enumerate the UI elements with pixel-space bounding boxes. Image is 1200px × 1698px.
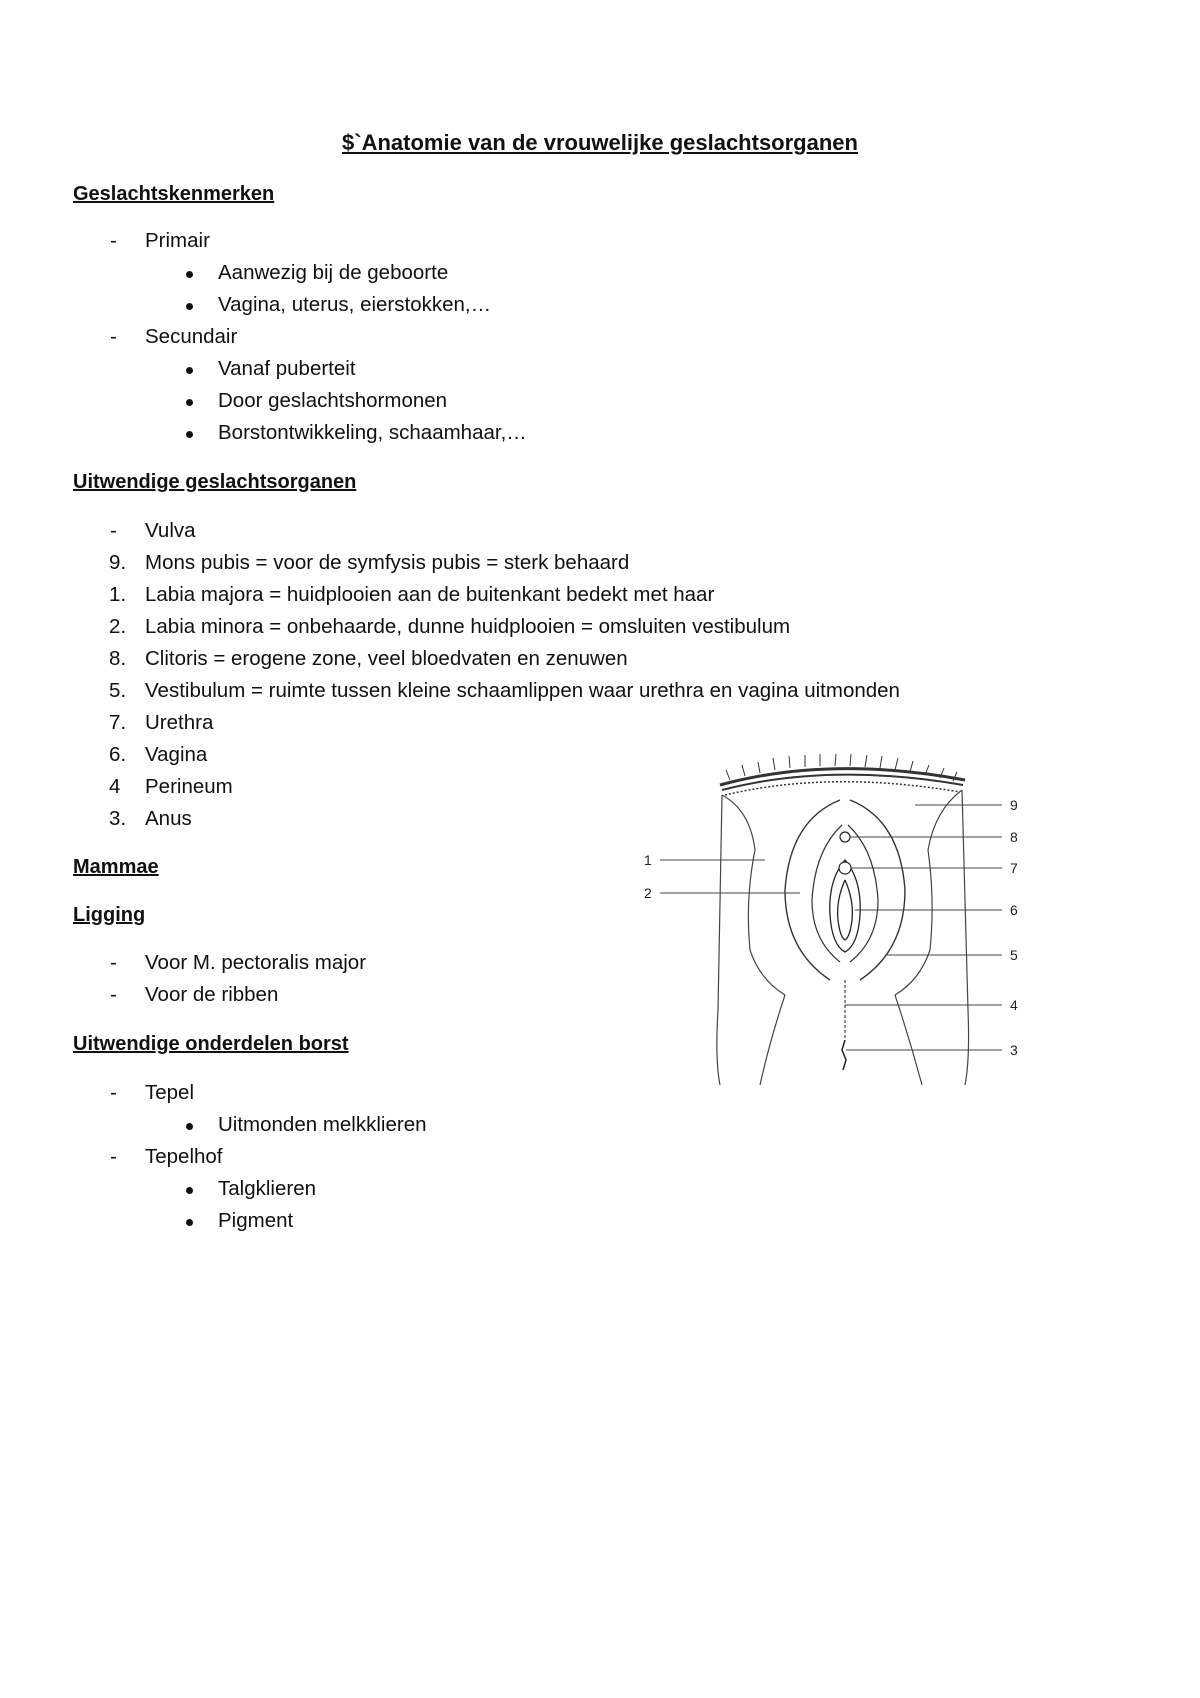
bullet-icon [186, 1123, 193, 1130]
bullet-icon [186, 303, 193, 310]
number-marker: 3. [109, 807, 127, 830]
bullet-icon [186, 399, 193, 406]
bullet-icon [186, 1187, 193, 1194]
heading-geslachtskenmerken: Geslachtskenmerken [73, 183, 275, 205]
list-item-text: Pigment [218, 1209, 294, 1232]
list-item-text: Labia majora = huidplooien aan de buitenkant bedekt met haar [145, 583, 715, 606]
bullet-icon [186, 271, 193, 278]
number-marker: 4 [109, 775, 121, 798]
dash-marker: - [110, 1145, 117, 1168]
dash-marker: - [110, 951, 117, 974]
list-item-text: Mons pubis = voor de symfysis pubis = sterk behaard [145, 551, 630, 574]
list-item-text: Vanaf puberteit [218, 357, 356, 380]
figure-label-7: 7 [1010, 860, 1018, 876]
number-marker: 5. [109, 679, 127, 702]
document-title: $`Anatomie van de vrouwelijke geslachtsorganen [342, 130, 858, 155]
dash-marker: - [110, 1081, 117, 1104]
dash-marker: - [110, 519, 117, 542]
number-marker: 8. [109, 647, 127, 670]
list-item-text: Voor de ribben [145, 983, 279, 1006]
list-item-text: Door geslachtshormonen [218, 389, 448, 412]
list-item-text: Secundair [145, 325, 238, 348]
list-item-text: Aanwezig bij de geboorte [218, 261, 449, 284]
list-item-text: Tepelhof [145, 1145, 223, 1168]
number-marker: 1. [109, 583, 127, 606]
bullet-icon [186, 1219, 193, 1226]
heading-uitwendige-geslachtsorganen: Uitwendige geslachtsorganen [73, 471, 357, 493]
dash-marker: - [110, 229, 117, 252]
dash-marker: - [110, 983, 117, 1006]
figure-label-9: 9 [1010, 797, 1018, 813]
list-item-text: Labia minora = onbehaarde, dunne huidplooien = omsluiten vestibulum [145, 615, 791, 638]
dash-marker: - [110, 325, 117, 348]
list-item-text: Vagina, uterus, eierstokken,… [218, 293, 492, 316]
figure-label-3: 3 [1010, 1042, 1018, 1058]
number-marker: 2. [109, 615, 127, 638]
list-item-text: Tepel [145, 1081, 195, 1104]
figure-label-4: 4 [1010, 997, 1018, 1013]
heading-mammae: Mammae [73, 856, 159, 878]
figure-label-5: 5 [1010, 947, 1018, 963]
list-item-text: Borstontwikkeling, schaamhaar,… [218, 421, 527, 444]
list-item-text: Perineum [145, 775, 233, 798]
labia-minora [812, 825, 878, 962]
bullet-icon [186, 367, 193, 374]
list-item-text: Primair [145, 229, 210, 252]
list-item-text: Uitmonden melkklieren [218, 1113, 427, 1136]
number-marker: 6. [109, 743, 127, 766]
number-marker: 9. [109, 551, 127, 574]
list-item-text: Vagina [145, 743, 208, 766]
list-item-text: Voor M. pectoralis major [145, 951, 367, 974]
pubic-hair [720, 754, 965, 795]
list-item-text: Clitoris = erogene zone, veel bloedvaten en zenuwen [145, 647, 628, 670]
figure-label-6: 6 [1010, 902, 1018, 918]
labia-majora [785, 800, 905, 980]
list-item-text: Talgklieren [218, 1177, 316, 1200]
urethra [839, 862, 851, 874]
number-marker: 7. [109, 711, 127, 734]
bullet-icon [186, 431, 193, 438]
list-item-text: Urethra [145, 711, 214, 734]
anus [842, 1040, 846, 1070]
list-item-text: Vestibulum = ruimte tussen kleine schaamlippen waar urethra en vagina uitmonden [145, 679, 900, 702]
list-item-text: Vulva [145, 519, 196, 542]
figure-label-8: 8 [1010, 829, 1018, 845]
figure-label-2: 2 [644, 885, 652, 901]
clitoris [840, 832, 850, 842]
figure-label-1: 1 [644, 852, 652, 868]
list-item-text: Anus [145, 807, 192, 830]
heading-uitwendige-onderdelen-borst: Uitwendige onderdelen borst [73, 1033, 349, 1055]
vulva-diagram [644, 740, 1040, 1100]
heading-ligging: Ligging [73, 904, 146, 926]
